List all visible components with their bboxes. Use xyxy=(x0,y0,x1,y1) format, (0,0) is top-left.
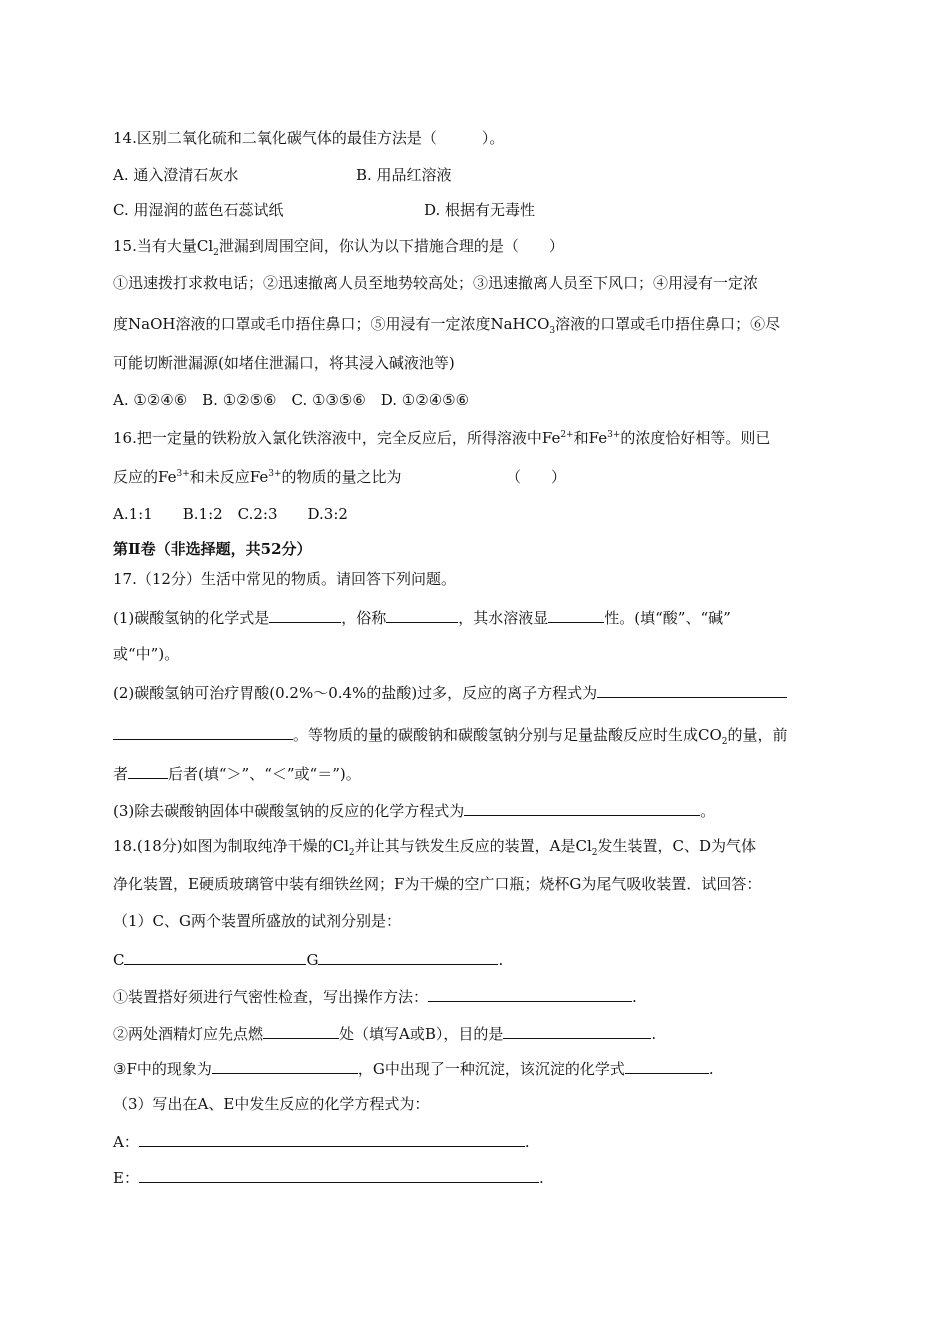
q14-options-row2 xyxy=(113,200,536,220)
q17-part3: (3)除去碳酸钠固体中碳酸氢钠的反应的化学方程式为 。 xyxy=(113,799,715,821)
q17-part2-cont: 。等物质的量的碳酸钠和碳酸氢钠分别与足量盐酸反应时生成$CO_2$的量，前 xyxy=(113,723,788,745)
q15-stem: 15.当有大量$Cl_2$泄漏到周围空间，你认为以下措施合理的是（ ） xyxy=(113,237,564,258)
q18-part3: （3）写出在A、E中发生反应的化学方程式为： xyxy=(113,1095,430,1113)
q17-part2: (2)碳酸氢钠可治疗胃酸(0.2%～0.4%的盐酸)过多，反应的离子方程式为 xyxy=(113,681,787,703)
q18-stem-line2: 净化装置，E硬质玻璃管中装有细铁丝网；F为干燥的空广口瓶；烧杯G为尾气吸收装置．试回答： xyxy=(113,875,762,893)
q17-part2-compare: 者 后者(填“＞”、“＜”或“＝”)。 xyxy=(113,762,361,784)
section2-heading: 第Ⅱ卷（非选择题，共52分） xyxy=(113,540,312,558)
q18-blank-eq-a[interactable] xyxy=(139,1130,525,1147)
q17-stem: 17.（12分）生活中常见的物质。请回答下列问题。 xyxy=(113,570,456,588)
q14-option-a[interactable]: A. 通入澄清石灰水 xyxy=(113,166,239,184)
q16-options[interactable]: A.1:1 B.1:2 C.2:3 D.3:2 xyxy=(113,505,348,523)
q17-blank-common-name[interactable] xyxy=(386,606,458,623)
q17-blank-acidity[interactable] xyxy=(548,606,604,623)
q18-blank-purpose[interactable] xyxy=(503,1022,651,1039)
q17-blank-compare[interactable] xyxy=(128,762,168,779)
q18-blank-airtight-method[interactable] xyxy=(428,985,632,1002)
q18-equation-a: A： . xyxy=(113,1130,530,1152)
q14-stem: 14.区别二氧化硫和二氧化碳气体的最佳方法是（ ）。 xyxy=(113,129,505,147)
q18-blank-eq-e[interactable] xyxy=(139,1166,539,1183)
q16-stem-line1: 16.把一定量的铁粉放入氯化铁溶液中，完全反应后，所得溶液中$Fe^{2+}$和$Fe^{3+}$的浓度恰好相等。则已 xyxy=(113,429,771,447)
q17-blank-ionic-eq-1[interactable] xyxy=(597,681,787,698)
q18-blank-precipitate[interactable] xyxy=(625,1057,709,1074)
q18-airtightness: ①装置搭好须进行气密性检查，写出操作方法： . xyxy=(113,985,637,1007)
q16-stem-line2: 反应的$Fe^{3+}$和未反应$Fe^{3+}$的物质的量之比为 （ ） xyxy=(113,468,567,486)
q17-blank-ionic-eq-2[interactable] xyxy=(113,723,293,740)
q18-lamp-order: ②两处酒精灯应先点燃 处（填写A或B），目的是 . xyxy=(113,1022,656,1044)
q17-blank-formula[interactable] xyxy=(269,606,341,623)
q14-options-row1 xyxy=(113,165,452,185)
q17-blank-chem-eq[interactable] xyxy=(464,799,700,816)
q14-option-b[interactable]: B. 用品红溶液 xyxy=(356,166,452,184)
q17-part1-cont: 或“中”)。 xyxy=(113,645,180,663)
q15-measures-line3: 可能切断泄漏源(如堵住泄漏口，将其浸入碱液池等) xyxy=(113,354,455,372)
q18-blank-f-phenomenon[interactable] xyxy=(212,1057,358,1074)
q15-options[interactable]: A. ①②④⑥ B. ①②⑤⑥ C. ①③⑤⑥ D. ①②④⑤⑥ xyxy=(113,391,470,409)
q17-part1: (1)碳酸氢钠的化学式是 ，俗称 ，其水溶液显 性。(填“酸”、“碱” xyxy=(113,606,731,628)
q18-reagents: C G . xyxy=(113,948,503,970)
q18-phenomena: ③F中的现象为 ，G中出现了一种沉淀，该沉淀的化学式 . xyxy=(113,1057,714,1079)
q18-part1: （1）C、G两个装置所盛放的试剂分别是： xyxy=(113,912,402,930)
q14-option-d[interactable]: D. 根据有无毒性 xyxy=(424,201,536,219)
q18-blank-lamp[interactable] xyxy=(263,1022,339,1039)
q18-stem-line1: 18.(18分)如图为制取纯净干燥的$Cl_2$并让其与铁发生反应的装置，A是$Cl_2$发生装置，C、D为气体 xyxy=(113,837,757,858)
q18-equation-e: E： . xyxy=(113,1166,544,1188)
q18-blank-reagent-g[interactable] xyxy=(318,948,498,965)
q15-measures-line1: ①迅速拨打求救电话；②迅速撤离人员至地势较高处；③迅速撤离人员至下风口；④用浸有一定浓 xyxy=(113,274,759,292)
q15-measures-line2: 度NaOH溶液的口罩或毛巾捂住鼻口；⑤用浸有一定浓度NaHCO$_3$溶液的口罩或毛巾捂住鼻口；⑥尽 xyxy=(113,315,781,336)
q14-option-c[interactable]: C. 用湿润的蓝色石蕊试纸 xyxy=(113,201,284,219)
q18-blank-reagent-c[interactable] xyxy=(124,948,306,965)
